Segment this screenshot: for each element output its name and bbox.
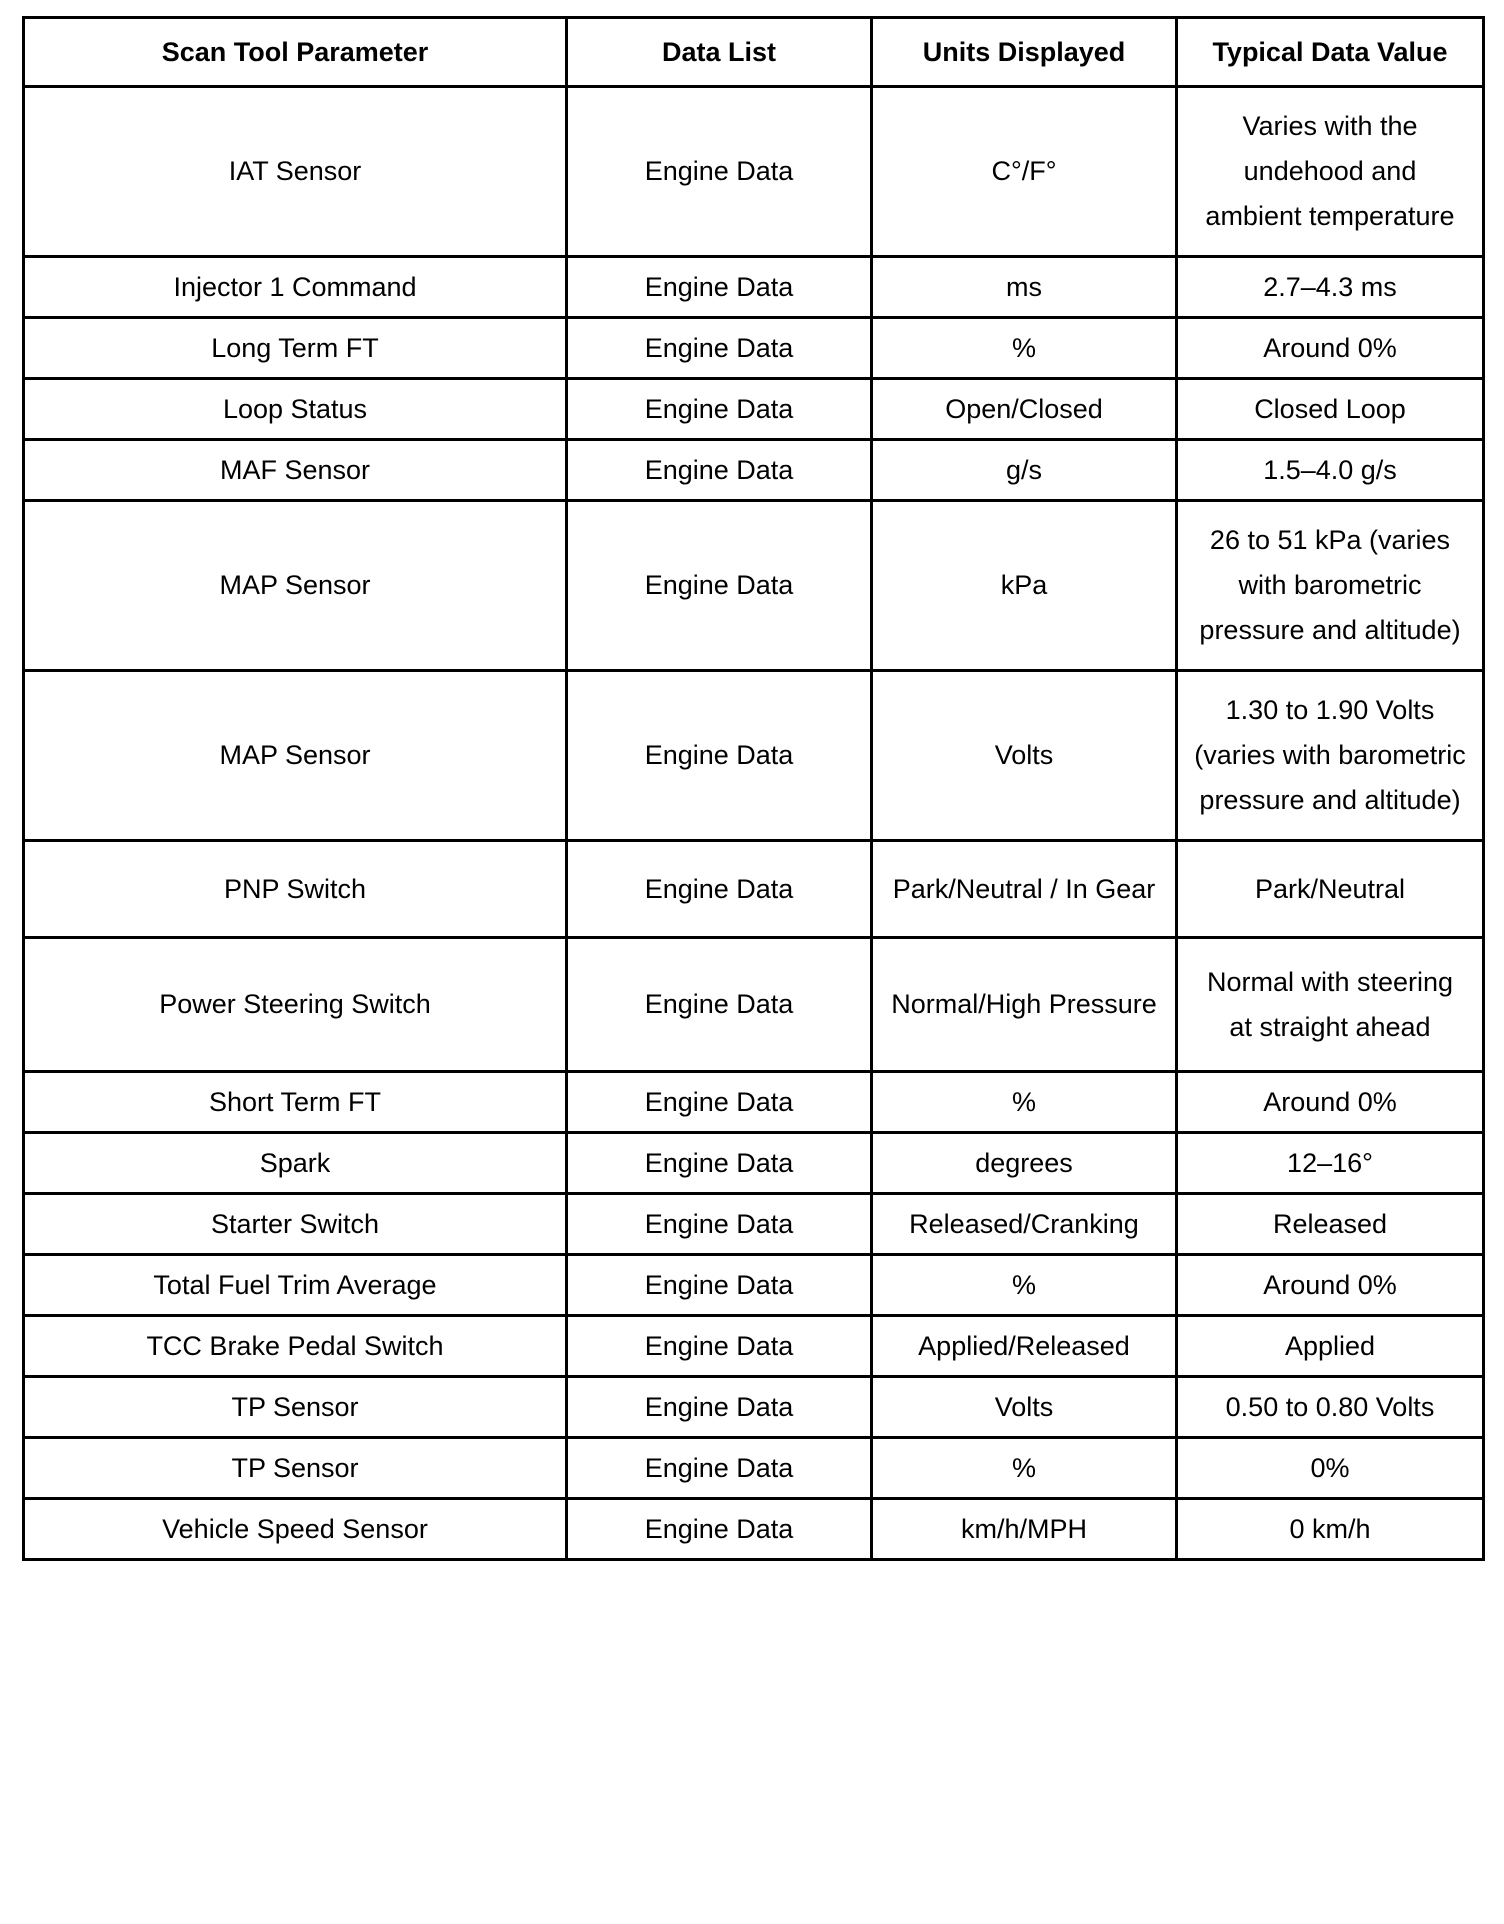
cell-data-list: Engine Data	[567, 1072, 872, 1133]
cell-units: Released/Cranking	[872, 1194, 1177, 1255]
cell-data-list: Engine Data	[567, 1438, 872, 1499]
cell-typical-value: Closed Loop	[1177, 379, 1484, 440]
header-data-list: Data List	[567, 18, 872, 87]
table-row	[24, 1194, 1484, 1255]
cell-parameter: MAP Sensor	[24, 671, 567, 841]
cell-typical-value: Released	[1177, 1194, 1484, 1255]
table-row	[24, 318, 1484, 379]
table-row	[24, 1255, 1484, 1316]
cell-parameter: Injector 1 Command	[24, 257, 567, 318]
cell-data-list: Engine Data	[567, 87, 872, 257]
cell-parameter: PNP Switch	[24, 841, 567, 938]
cell-units: Park/Neutral / In Gear	[872, 841, 1177, 938]
cell-data-list: Engine Data	[567, 841, 872, 938]
cell-data-list: Engine Data	[567, 318, 872, 379]
cell-units: Open/Closed	[872, 379, 1177, 440]
cell-data-list: Engine Data	[567, 501, 872, 671]
cell-typical-value: 12–16°	[1177, 1133, 1484, 1194]
cell-units: degrees	[872, 1133, 1177, 1194]
cell-data-list: Engine Data	[567, 938, 872, 1072]
cell-typical-value: 0 km/h	[1177, 1499, 1484, 1560]
header-units-displayed: Units Displayed	[872, 18, 1177, 87]
scan-tool-data-table	[22, 16, 1485, 1561]
cell-typical-value: Applied	[1177, 1316, 1484, 1377]
cell-units: Applied/Released	[872, 1316, 1177, 1377]
table-header	[24, 18, 1484, 87]
cell-typical-value: Normal with steering at straight ahead	[1177, 938, 1484, 1072]
cell-typical-value: 26 to 51 kPa (varies with barometric pressure and altitude)	[1177, 501, 1484, 671]
cell-typical-value: 2.7–4.3 ms	[1177, 257, 1484, 318]
table-row	[24, 1316, 1484, 1377]
cell-units: Normal/High Pressure	[872, 938, 1177, 1072]
header-row	[24, 18, 1484, 87]
cell-typical-value: Varies with the undehood and ambient temperature	[1177, 87, 1484, 257]
cell-typical-value: 1.5–4.0 g/s	[1177, 440, 1484, 501]
cell-units: ms	[872, 257, 1177, 318]
cell-data-list: Engine Data	[567, 257, 872, 318]
cell-parameter: Total Fuel Trim Average	[24, 1255, 567, 1316]
cell-units: %	[872, 1438, 1177, 1499]
cell-typical-value: 0%	[1177, 1438, 1484, 1499]
table-row	[24, 501, 1484, 671]
cell-units: Volts	[872, 671, 1177, 841]
cell-typical-value: Around 0%	[1177, 1072, 1484, 1133]
cell-typical-value: Around 0%	[1177, 318, 1484, 379]
cell-data-list: Engine Data	[567, 1194, 872, 1255]
table-row	[24, 1438, 1484, 1499]
table-row	[24, 1072, 1484, 1133]
cell-units: g/s	[872, 440, 1177, 501]
cell-units: C°/F°	[872, 87, 1177, 257]
cell-data-list: Engine Data	[567, 1316, 872, 1377]
cell-data-list: Engine Data	[567, 440, 872, 501]
cell-parameter: Power Steering Switch	[24, 938, 567, 1072]
header-scan-tool-parameter: Scan Tool Parameter	[24, 18, 567, 87]
cell-parameter: IAT Sensor	[24, 87, 567, 257]
cell-typical-value: Around 0%	[1177, 1255, 1484, 1316]
cell-parameter: Vehicle Speed Sensor	[24, 1499, 567, 1560]
cell-units: km/h/MPH	[872, 1499, 1177, 1560]
cell-parameter: TCC Brake Pedal Switch	[24, 1316, 567, 1377]
cell-units: %	[872, 1072, 1177, 1133]
cell-data-list: Engine Data	[567, 1499, 872, 1560]
cell-parameter: Short Term FT	[24, 1072, 567, 1133]
cell-units: %	[872, 1255, 1177, 1316]
cell-data-list: Engine Data	[567, 1255, 872, 1316]
cell-units: %	[872, 318, 1177, 379]
header-typical-data-value: Typical Data Value	[1177, 18, 1484, 87]
cell-parameter: Starter Switch	[24, 1194, 567, 1255]
cell-parameter: TP Sensor	[24, 1377, 567, 1438]
table-row	[24, 841, 1484, 938]
cell-data-list: Engine Data	[567, 379, 872, 440]
table-row	[24, 671, 1484, 841]
cell-units: Volts	[872, 1377, 1177, 1438]
cell-parameter: MAP Sensor	[24, 501, 567, 671]
table-row	[24, 1377, 1484, 1438]
table-body	[24, 87, 1484, 1560]
cell-parameter: Spark	[24, 1133, 567, 1194]
table-row	[24, 938, 1484, 1072]
cell-parameter: MAF Sensor	[24, 440, 567, 501]
table-row	[24, 1499, 1484, 1560]
cell-units: kPa	[872, 501, 1177, 671]
table-row	[24, 379, 1484, 440]
cell-parameter: Loop Status	[24, 379, 567, 440]
cell-data-list: Engine Data	[567, 1377, 872, 1438]
cell-data-list: Engine Data	[567, 1133, 872, 1194]
cell-parameter: Long Term FT	[24, 318, 567, 379]
table-row	[24, 1133, 1484, 1194]
table-row	[24, 440, 1484, 501]
cell-typical-value: 0.50 to 0.80 Volts	[1177, 1377, 1484, 1438]
cell-parameter: TP Sensor	[24, 1438, 567, 1499]
cell-data-list: Engine Data	[567, 671, 872, 841]
cell-typical-value: 1.30 to 1.90 Volts (varies with barometric pressure and altitude)	[1177, 671, 1484, 841]
table-row	[24, 87, 1484, 257]
table-row	[24, 257, 1484, 318]
cell-typical-value: Park/Neutral	[1177, 841, 1484, 938]
